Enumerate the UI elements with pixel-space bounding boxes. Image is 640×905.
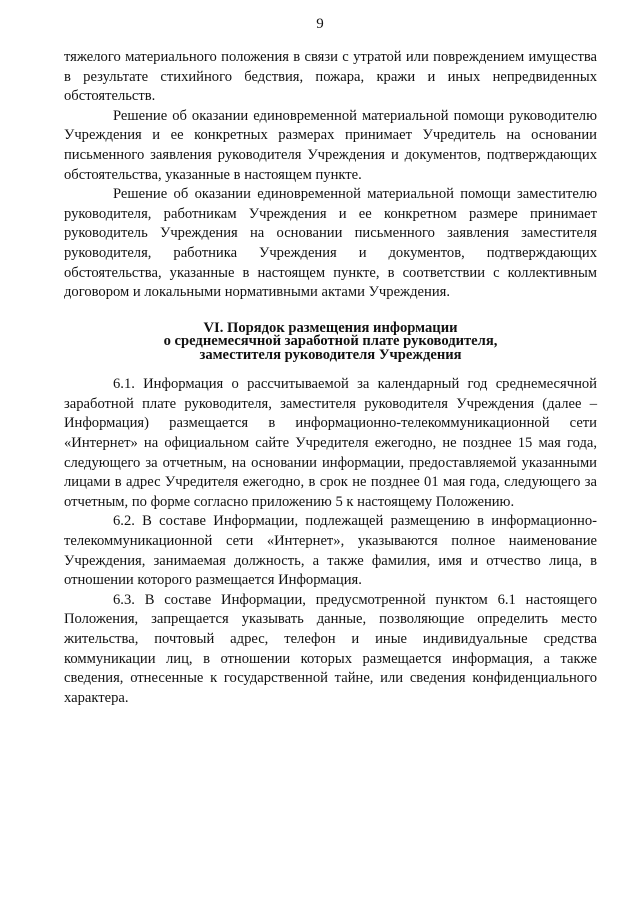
section-heading	[64, 319, 597, 363]
paragraph-6-1: 6.1. Информация о рассчитываемой за календарный год среднемесячной заработной плате руководителя, заместителя руководителя Учреждения (далее – Информация) размещается в информационно-телекоммуникационной сети «Интернет» на официальном сайте Учредителя ежегодно, не позднее 15 мая года, следующего за отчетным, на основании информации, предоставляемой указанными лицами в адрес Учредителя ежегодно, в срок не позднее 01 мая года, следующего за отчетным, по форме согласно приложению 5 к настоящему Положению.	[64, 376, 597, 510]
section-heading-line-2: о среднемесячной заработной плате руководителя,	[163, 333, 498, 350]
section-heading-line-1: VI. Порядок размещения информации	[203, 319, 458, 336]
page-number: 9	[316, 16, 324, 32]
section-heading-line-3: заместителя руководителя Учреждения	[199, 346, 462, 363]
paragraph-6-2: 6.2. В составе Информации, подлежащей размещению в информационно-телекоммуникационной сети «Интернет», указываются полное наименование Учреждения, занимаемая должность, а также фамилия, имя и отчество лица, в отношении которого размещается Информация.	[64, 513, 597, 589]
paragraph-decision-head: Решение об оказании единовременной материальной помощи руководителю Учреждения и ее конкретных размерах принимает Учредитель на основании письменного заявления руководителя Учреждения и документов, подтверждающих обстоятельства, указанные в настоящем пункте.	[64, 107, 597, 183]
paragraph-decision-staff: Решение об оказании единовременной материальной помощи заместителю руководителя, работникам Учреждения и ее конкретном размере принимает руководитель Учреждения на основании письменного заявления заместителя руководителя, работника Учреждения и документов, подтверждающих обстоятельства, указанные в настоящем пункте, в соответствии с коллективным договором и локальными нормативными актами Учреждения.	[64, 186, 597, 301]
paragraph-6-3: 6.3. В составе Информации, предусмотренной пунктом 6.1 настоящего Положения, запрещается указывать данные, позволяющие определить место жительства, почтовый адрес, телефон и иные индивидуальные средства коммуникации лиц, в отношении которых размещается информация, а также сведения, отнесенные к государственной тайне, или сведения конфиденциального характера.	[64, 591, 597, 706]
document-body	[64, 48, 597, 708]
paragraph-continuation: тяжелого материального положения в связи с утратой или повреждением имущества в результате стихийного бедствия, пожара, кражи и иных непредвиденных обстоятельств.	[64, 49, 597, 105]
